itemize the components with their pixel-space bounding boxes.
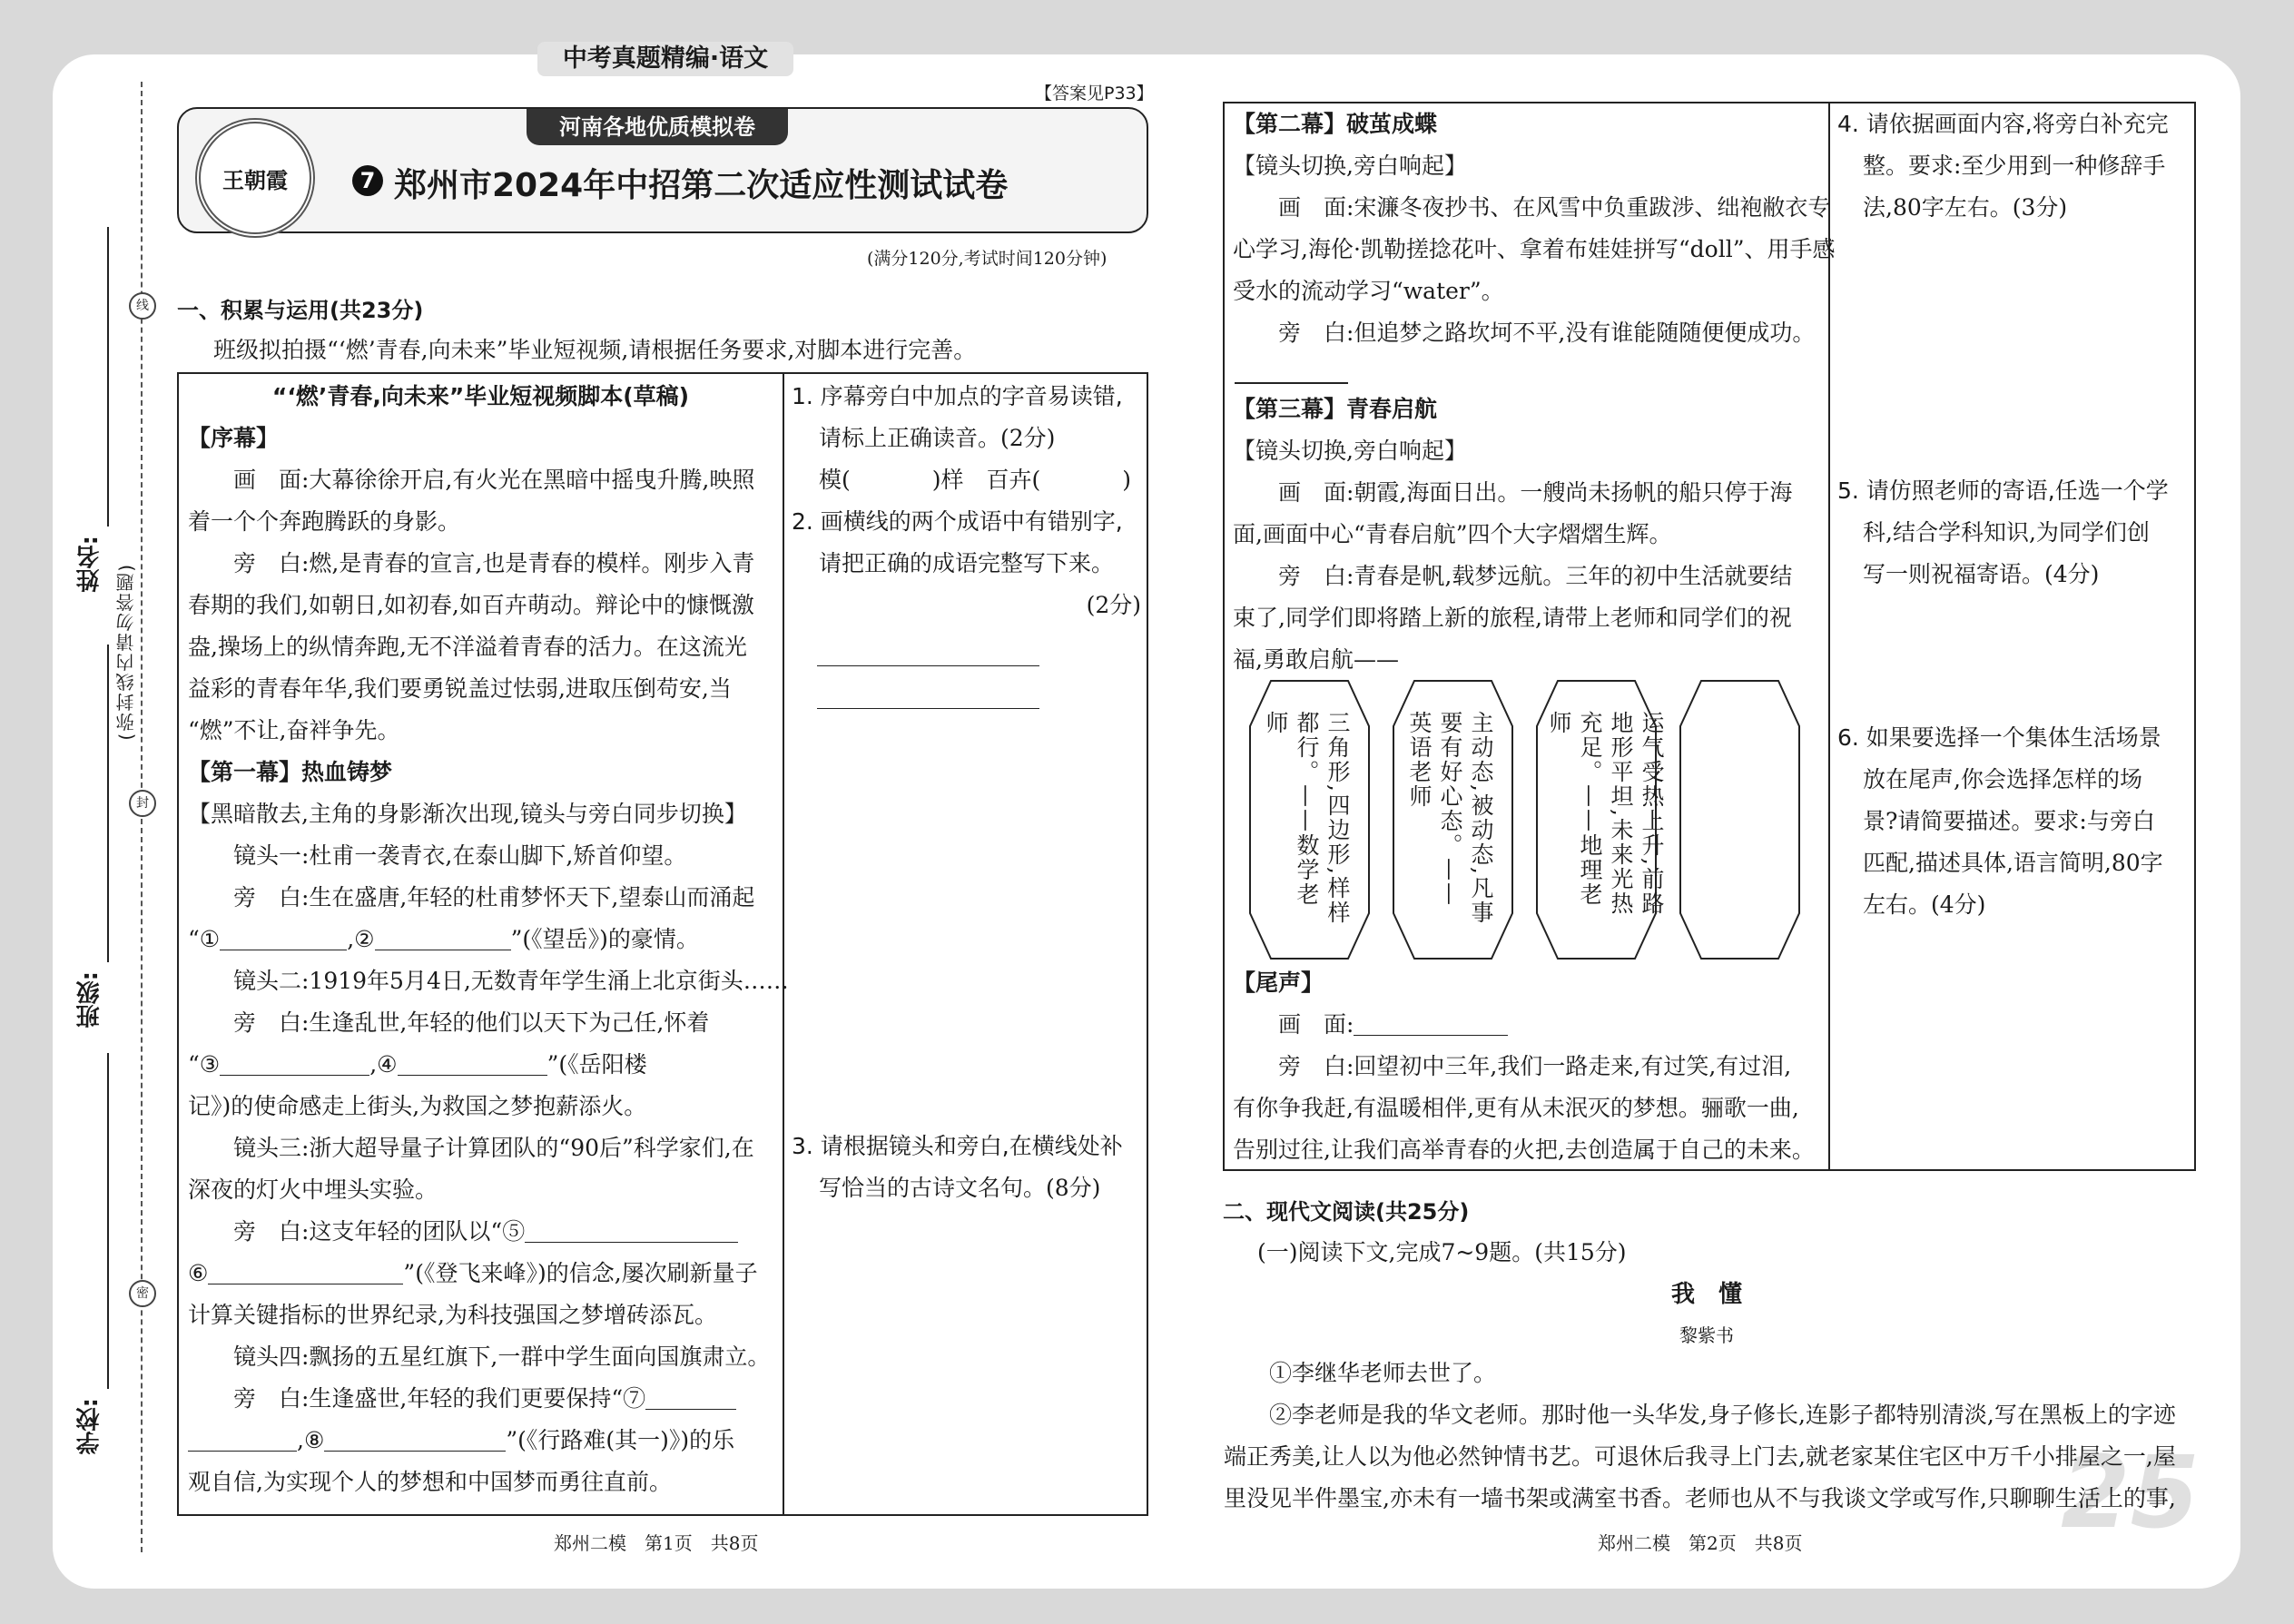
stamp-xian: 线 bbox=[129, 292, 156, 320]
act1-line: 镜头三:浙大超导量子计算团队的“90后”科学家们,在 bbox=[233, 1135, 754, 1161]
article-body bbox=[1224, 1353, 2200, 1520]
exam-info: (满分120分,考试时间120分钟) bbox=[867, 249, 1108, 269]
blank-label-1: “① bbox=[188, 926, 221, 952]
act2-separator bbox=[1235, 382, 1348, 384]
exam-title: 郑州市2024年中招第二次适应性测试试卷 bbox=[394, 167, 1009, 204]
script-table-divider bbox=[783, 372, 784, 1514]
article-paragraph: 里没见半件墨宝,亦未有一墙书架或满室书香。老师也从不与我谈文学或写作,只聊聊生活上的事, bbox=[1224, 1485, 2176, 1511]
script-column-page2-mid bbox=[1233, 389, 1823, 681]
script-column-page2-epilogue bbox=[1233, 962, 1823, 1171]
prologue-line: “燃”不让,奋袢争先。 bbox=[188, 717, 400, 743]
act1-line: 观自信,为实现个人的梦想和中国梦而勇往直前。 bbox=[188, 1469, 672, 1495]
q1-answer-row bbox=[792, 459, 1141, 501]
q4: 4. 请依据画面内容,将旁白补充完 bbox=[1837, 111, 2169, 137]
q1: 1. 序幕旁白中加点的字音易读错, bbox=[792, 383, 1123, 409]
seal-note: (弥封线内请勿答题) bbox=[115, 563, 137, 741]
q5: 5. 请仿照老师的寄语,任选一个学 bbox=[1837, 477, 2169, 504]
act1-line: 镜头二:1919年5月4日,无数青年学生涌上北京街头…… bbox=[233, 968, 789, 994]
act1-line-tail: ”(《岳阳楼 bbox=[546, 1051, 647, 1078]
script-column bbox=[188, 376, 789, 1503]
epilogue-line: 旁 白:回望初中三年,我们一路走来,有过笑,有过泪, bbox=[1278, 1053, 1792, 1079]
act1-line: 旁 白:生在盛唐,年轻的杜甫梦怀天下,望泰山而涌起 bbox=[233, 884, 755, 910]
blank-label-7: 旁 白:生逢盛世,年轻的我们更要保持“⑦ bbox=[233, 1385, 646, 1412]
act2-line: 受水的流动学习“water”。 bbox=[1233, 278, 1504, 304]
blank-label-8: ,⑧ bbox=[297, 1427, 325, 1453]
question-column-right-q5 bbox=[1837, 470, 2191, 595]
question-column-right-q6 bbox=[1837, 717, 2191, 926]
q4: 整。要求:至少用到一种修辞手 bbox=[1863, 153, 2166, 179]
act1-line bbox=[188, 1420, 773, 1462]
epilogue-heading: 【尾声】 bbox=[1233, 969, 1324, 996]
act1-line-tail: ”(《望岳》)的豪情。 bbox=[510, 926, 699, 952]
act2-line: 心学习,海伦·凯勒搓捻花叶、拿着布娃娃拼写“doll”、用手感 bbox=[1233, 236, 1836, 262]
exam-number: 7 bbox=[359, 168, 376, 193]
act1-line: 计算关键指标的世界纪录,为科技强国之梦增砖添瓦。 bbox=[188, 1302, 717, 1328]
q6: 景?请简要描述。要求:与旁白 bbox=[1863, 808, 2155, 834]
q1-label: )样 百卉( bbox=[931, 467, 1041, 493]
act1-line: 【黑暗散去,主角的身影渐次出现,镜头与旁白同步切换】 bbox=[188, 801, 747, 827]
epilogue-screen-label: 画 面: bbox=[1278, 1011, 1354, 1038]
article-paragraph: ②李老师是我的华文老师。那时他一头华发,身子修长,连影子都特别清淡,写在黑板上的字迹 bbox=[1269, 1402, 2176, 1428]
act1-line bbox=[188, 1253, 773, 1294]
q4: 法,80字左右。(3分) bbox=[1863, 194, 2068, 221]
act1-line: 镜头一:杜甫一袭青衣,在泰山脚下,矫首仰望。 bbox=[233, 842, 687, 869]
act3-line: 面,画面中心“青春启航”四个大字熠熠生辉。 bbox=[1233, 521, 1672, 547]
q5: 科,结合学科知识,为同学们创 bbox=[1863, 519, 2150, 546]
series-banner: 河南各地优质模拟卷 bbox=[527, 109, 788, 145]
epilogue-line: 有你争我赶,有温暖相伴,更有从未泯灭的梦想。骊歌一曲, bbox=[1233, 1095, 1799, 1121]
footer-left: 郑州二模 第1页 共8页 bbox=[554, 1532, 759, 1554]
q3: 写恰当的古诗文名句。(8分) bbox=[819, 1175, 1101, 1201]
question-column-right-q4 bbox=[1837, 103, 2191, 229]
act1-line bbox=[188, 919, 773, 960]
answer-blank-7-cont[interactable] bbox=[188, 1428, 297, 1452]
blank-label-4: ,④ bbox=[369, 1051, 398, 1078]
class-label: 班级: bbox=[76, 971, 103, 1029]
q3: 3. 请根据镜头和旁白,在横线处补 bbox=[792, 1133, 1123, 1159]
school-label: 学校: bbox=[76, 1398, 103, 1455]
article-title: 我 懂 bbox=[1670, 1281, 1742, 1308]
answer-ref[interactable]: 【答案见P33】 bbox=[1035, 84, 1154, 103]
act2-heading: 【第二幕】破茧成蝶 bbox=[1233, 111, 1438, 137]
q1-label: 模( bbox=[819, 467, 851, 493]
q1: 请标上正确读音。(2分) bbox=[819, 425, 1056, 451]
series-tab: 中考真题精编·语文 bbox=[537, 42, 793, 76]
act1-line: 记》)的使命感走上街头,为救国之梦抱薪添火。 bbox=[188, 1093, 647, 1119]
epilogue-line: 告别过往,让我们高举青春的火把,去创造属于自己的未来。 bbox=[1233, 1137, 1815, 1163]
exam-number-badge bbox=[352, 165, 383, 196]
act1-line-tail: ”(《行路难(其一)》)的乐 bbox=[506, 1427, 735, 1453]
blank-label-2: ,② bbox=[347, 926, 375, 952]
card-blank-outline[interactable] bbox=[1680, 681, 1799, 959]
school-field[interactable] bbox=[107, 1053, 109, 1389]
q6: 匹配,描述具体,语言简明,80字 bbox=[1863, 850, 2163, 876]
act3-line: 画 面:朝霞,海面日出。一艘尚未扬帆的船只停于海 bbox=[1278, 479, 1793, 506]
section1-intro: 班级拟拍摄“‘燃’青春,向未来”毕业短视频,请根据任务要求,对脚本进行完善。 bbox=[213, 337, 977, 363]
question-column-left-q3 bbox=[792, 1126, 1141, 1209]
class-field[interactable] bbox=[107, 645, 109, 962]
answer-blank-8[interactable] bbox=[324, 1428, 506, 1452]
article-paragraph: 端正秀美,让人以为他必然钟情书艺。可退休后我寻上门去,就老家某住宅区中万千小排屋之一,屋 bbox=[1224, 1443, 2176, 1470]
article-paragraph: ①李继华老师去世了。 bbox=[1269, 1360, 1497, 1386]
answer-blank-4[interactable] bbox=[398, 1052, 547, 1076]
logo-text: 王朝霞 bbox=[222, 166, 288, 193]
blank-label-6: ⑥ bbox=[188, 1260, 209, 1286]
prologue-line: 旁 白:燃,是青春的宣言,也是青春的模样。刚步入青 bbox=[233, 550, 755, 576]
card-math: 三角形,四边形,样样都行。——数学老师 bbox=[1263, 711, 1351, 925]
blank-label-3: “③ bbox=[188, 1051, 221, 1078]
q2-score: (2分) bbox=[1086, 592, 1141, 618]
prologue-line: 益彩的青春年华,我们要勇锐盖过怯弱,进取压倒苟安,当 bbox=[188, 675, 732, 702]
act3-line: 旁 白:青春是帆,载梦远航。三年的初中生活就要结 bbox=[1278, 563, 1793, 589]
name-field[interactable] bbox=[107, 227, 109, 527]
act1-line bbox=[188, 1044, 773, 1086]
page-watermark: 25 bbox=[2061, 1434, 2200, 1550]
article-author: 黎紫书 bbox=[1679, 1324, 1734, 1346]
epilogue-screen-blank[interactable] bbox=[1354, 1012, 1508, 1036]
act3-line: 福,勇敢启航—— bbox=[1233, 646, 1399, 673]
act2-line: 旁 白:但追梦之路坎坷不平,没有谁能随随便便成功。 bbox=[1278, 320, 1816, 346]
q2: 请把正确的成语完整写下来。 bbox=[819, 550, 1115, 576]
question-column-left bbox=[792, 376, 1141, 626]
answer-blank-1[interactable] bbox=[220, 927, 347, 950]
act2-line: 【镜头切换,旁白响起】 bbox=[1233, 153, 1467, 179]
section2-heading: 二、现代文阅读(共25分) bbox=[1223, 1199, 1470, 1225]
q6: 放在尾声,你会选择怎样的场 bbox=[1863, 766, 2142, 792]
q1-label: ) bbox=[1122, 467, 1132, 493]
section2-sub: (一)阅读下文,完成7~9题。(共15分) bbox=[1257, 1239, 1627, 1265]
act2-line: 画 面:宋濂冬夜抄书、在风雪中负重跋涉、绌袍敝衣专 bbox=[1278, 194, 1831, 221]
prologue-line: 春期的我们,如朝日,如初春,如百卉萌动。辩论中的慷慨激 bbox=[188, 592, 754, 618]
stamp-feng: 封 bbox=[129, 790, 156, 817]
epilogue-line bbox=[1233, 1004, 1823, 1046]
act1-line: 深夜的灯火中埋头实验。 bbox=[188, 1176, 438, 1203]
section1-heading: 一、积累与运用(共23分) bbox=[177, 298, 424, 323]
stamp-mi: 密 bbox=[129, 1280, 156, 1307]
act1-line bbox=[188, 1211, 773, 1253]
answer-blank-7[interactable] bbox=[645, 1386, 736, 1410]
act3-heading: 【第三幕】青春启航 bbox=[1233, 396, 1438, 422]
prologue-heading: 【序幕】 bbox=[188, 425, 280, 451]
q2-answer-line-1[interactable] bbox=[817, 665, 1039, 666]
answer-blank-6[interactable] bbox=[208, 1261, 403, 1284]
script-column-page2-top bbox=[1233, 103, 1836, 354]
act1-line: 旁 白:生逢乱世,年轻的他们以天下为己任,怀着 bbox=[233, 1009, 710, 1036]
logo bbox=[195, 118, 315, 238]
q6: 6. 如果要选择一个集体生活场景 bbox=[1837, 724, 2161, 751]
act3-line: 【镜头切换,旁白响起】 bbox=[1233, 438, 1467, 464]
act3-line: 束了,同学们即将踏上新的旅程,请带上老师和同学们的祝 bbox=[1233, 605, 1792, 631]
card-geography: 运气受热上升,前路地形平坦,未来光热充足。——地理老师 bbox=[1546, 711, 1665, 916]
act1-heading: 【第一幕】热血铸梦 bbox=[188, 759, 393, 785]
script-title: “‘燃’青春,向未来”毕业短视频脚本(草稿) bbox=[271, 383, 690, 409]
act1-line: 镜头四:飘扬的五星红旗下,一群中学生面向国旗肃立。 bbox=[233, 1343, 771, 1370]
q2: 2. 画横线的两个成语中有错别字, bbox=[792, 508, 1123, 535]
q2-answer-line-2[interactable] bbox=[817, 708, 1039, 709]
prologue-line: 盎,操场上的纵情奔跑,无不洋溢着青春的活力。在这流光 bbox=[188, 634, 747, 660]
answer-blank-5[interactable] bbox=[525, 1219, 738, 1243]
act1-line bbox=[188, 1378, 773, 1420]
act1-line-tail: ”(《登飞来峰》)的信念,屡次刷新量子 bbox=[403, 1260, 758, 1286]
prologue-line: 着一个个奔跑腾跃的身影。 bbox=[188, 508, 461, 535]
answer-blank-3[interactable] bbox=[220, 1052, 369, 1076]
footer-right: 郑州二模 第2页 共8页 bbox=[1598, 1532, 1803, 1554]
card-english: 主动态,被动态,凡事要有好心态。——英语老师 bbox=[1406, 711, 1494, 925]
blank-label-5: 旁 白:这支年轻的团队以“⑤ bbox=[233, 1218, 526, 1245]
prologue-line: 画 面:大幕徐徐开启,有火光在黑暗中摇曳升腾,映照 bbox=[233, 467, 755, 493]
q5: 写一则祝福寄语。(4分) bbox=[1863, 561, 2100, 587]
name-label: 姓名: bbox=[76, 536, 103, 593]
answer-blank-2[interactable] bbox=[375, 927, 511, 950]
q6: 左右。(4分) bbox=[1863, 891, 1986, 918]
